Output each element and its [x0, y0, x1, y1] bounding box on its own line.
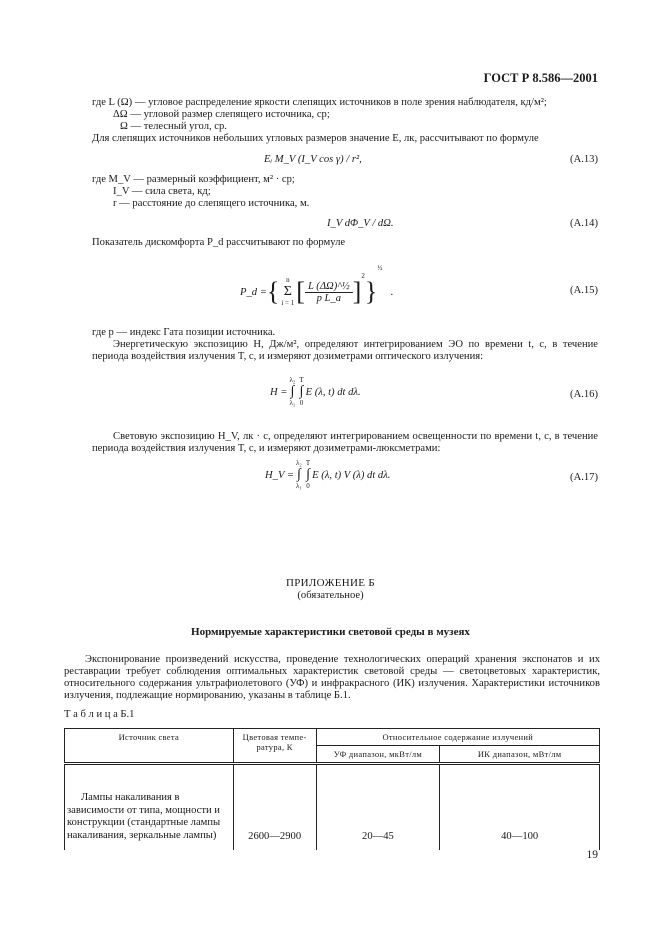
equation-label: (А.17): [570, 472, 598, 483]
column-header-ir: ИК диапазон, мВт/лм: [440, 746, 600, 764]
equation-lhs: H_V =: [265, 469, 295, 481]
document-id: ГОСТ Р 8.586—2001: [483, 71, 598, 85]
sum-lower: i = 1: [281, 299, 295, 307]
cell-ir: 40—100: [440, 764, 600, 851]
characteristics-table: [64, 728, 600, 850]
definition-line: I_V — сила света, кд;: [113, 186, 211, 197]
equation-body: Eᵢ M_V (I_V cos γ) / r²,: [264, 154, 362, 165]
appendix-title: ПРИЛОЖЕНИЕ Б: [286, 577, 375, 589]
equation-body: I_V dΦ_V / dΩ.: [327, 218, 394, 229]
equation-a17: H_V = λ₂ ∫ λ₁ T ∫ 0 E (λ, t) V (λ) dt dλ.: [265, 459, 391, 490]
equation-label: (А.14): [570, 218, 598, 229]
table-header-row: [65, 729, 600, 746]
equation-integrand: E (λ, t) dt dλ.: [305, 386, 361, 398]
column-header-source: Источник света: [65, 729, 234, 764]
page-number: 19: [586, 849, 598, 861]
definition-line: r — расстояние до слепящего источника, м.: [113, 198, 310, 209]
equation-label: (А.16): [570, 389, 598, 400]
paragraph: Показатель дискомфорта P_d рассчитывают по формуле: [92, 237, 346, 248]
equation-a16: H = λ₂ ∫ λ₁ T ∫ 0 E (λ, t) dt dλ.: [270, 376, 361, 407]
table-row: [65, 764, 600, 851]
column-header-relative: Относительное содержание излучений: [316, 729, 599, 746]
paragraph: Энергетическую экспозицию H, Дж/м², определяют интегрированием ЭО по времени t, с, в течение периода воздействия излучения T, с, и измеряют дозиметрами оптического излучения:: [92, 339, 598, 362]
equation-a15: P_d = { n Σ i = 1 [ $\frac{\text{L (ΔΩ)\textasciicircum{}½}}{\text{p L\_a}}$ ] $^2$ } ½ .: [240, 264, 394, 307]
outer-exponent: ½: [377, 264, 383, 272]
paragraph: где p — индекс Гата позиции источника.: [92, 327, 276, 338]
section-heading: Нормируемые характеристики световой среды в музеях: [191, 626, 470, 638]
sum-upper: n: [286, 276, 290, 284]
definition-line: Ω — телесный угол, ср.: [120, 121, 227, 132]
paragraph: Для слепящих источников небольших угловых размеров значение E, лк, рассчитывают по формуле: [92, 133, 539, 144]
column-header-temp: Цветовая темпе- ратура, К: [233, 729, 316, 764]
equation-lhs: H =: [270, 386, 288, 398]
column-header-uv: УФ диапазон, мкВт/лм: [316, 746, 440, 764]
table-caption: Т а б л и ц а Б.1: [64, 709, 135, 720]
definition-line: ΔΩ — угловой размер слепящего источника, ср;: [113, 109, 330, 120]
fraction-denominator: p L_a: [316, 292, 341, 304]
equation-label: (А.15): [570, 285, 598, 296]
equation-integrand: E (λ, t) V (λ) dt dλ.: [312, 469, 391, 481]
cell-uv: 20—45: [316, 764, 440, 851]
appendix-subtitle: (обязательное): [297, 590, 364, 601]
cell-temp: 2600—2900: [233, 764, 316, 851]
equation-label: (А.13): [570, 154, 598, 165]
sum-symbol: n Σ i = 1: [281, 276, 295, 307]
equation-lhs: P_d =: [240, 286, 267, 298]
fraction-numerator: L (ΔΩ)^½: [305, 281, 353, 293]
paragraph: Экспонирование произведений искусства, проведение технологических операций хранения экспонатов и их реставрации требует соблюдения оптимальных характеристик световой среды — светоцветовых характеристик, относительного содержания ультрафиолетового (УФ) и инфракрасного (ИК) излучения. Характеристики источников излучения, подлежащие нормированию, указаны в таблице Б.1.: [64, 654, 600, 701]
definition-line: где L (Ω) — угловое распределение яркости слепящих источников в поле зрения наблюдателя, кд/м²;: [92, 97, 547, 108]
definition-line: где M_V — размерный коэффициент, м² · ср;: [92, 174, 295, 185]
paragraph: Световую экспозицию H_V, лк · с, определяют интегрированием освещенности по времени t, с, в течение периода воздействия излучения T, с, и измеряют дозиметрами-люксметрами:: [92, 431, 598, 454]
cell-source: Лампы накаливания в зависимости от типа, мощности и конструкции (стандартные лампы накаливания, зеркальные лампы): [65, 764, 234, 851]
